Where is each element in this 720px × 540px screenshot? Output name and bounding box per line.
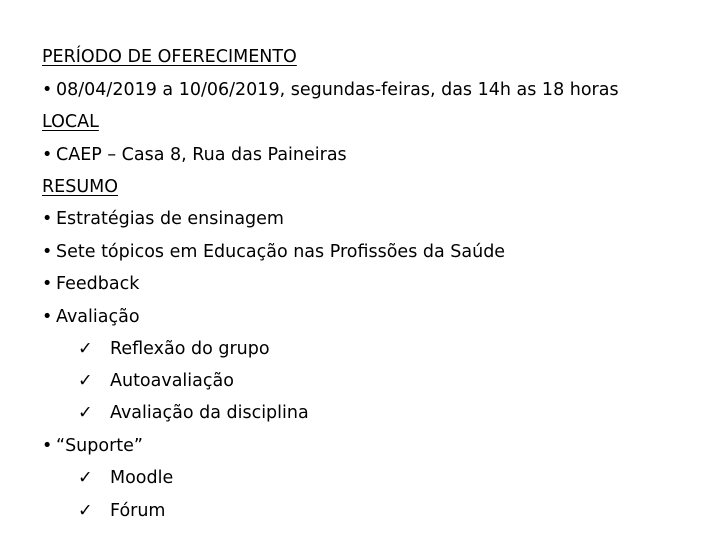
sub-item-text: Reflexão do grupo — [110, 339, 270, 359]
list-item-periodo — [42, 79, 619, 101]
bullet-icon: • — [42, 80, 53, 100]
list-item-feedback — [42, 273, 139, 295]
heading-local: LOCAL — [42, 112, 99, 132]
sub-item-text: Avaliação da disciplina — [110, 403, 309, 423]
checkmark-icon: ✓ — [78, 403, 93, 423]
list-item-topicos — [42, 241, 505, 263]
bullet-icon: • — [42, 209, 53, 229]
bullet-icon: • — [42, 307, 53, 327]
sub-item-autoavaliacao — [78, 370, 234, 392]
list-item-text: “Suporte” — [56, 436, 143, 456]
bullet-icon: • — [42, 436, 53, 456]
checkmark-icon: ✓ — [78, 468, 93, 488]
sub-item-reflexao — [78, 338, 270, 360]
bullet-icon: • — [42, 274, 53, 294]
sub-item-moodle — [78, 467, 173, 489]
sub-item-text: Fórum — [110, 501, 166, 521]
list-item-text: Avaliação — [56, 307, 140, 327]
heading-resumo: RESUMO — [42, 177, 119, 197]
list-item-text: Feedback — [56, 274, 140, 294]
sub-item-text: Autoavaliação — [110, 371, 234, 391]
list-item-text: Sete tópicos em Educação nas Profissões da Saúde — [56, 242, 506, 262]
bullet-icon: • — [42, 145, 53, 165]
sub-item-avaliacao-disciplina — [78, 402, 309, 424]
checkmark-icon: ✓ — [78, 339, 93, 359]
bullet-icon: • — [42, 242, 53, 262]
list-item-avaliacao — [42, 306, 140, 328]
list-item-text: CAEP – Casa 8, Rua das Paineiras — [56, 145, 347, 165]
list-item-suporte — [42, 435, 143, 457]
list-item-text: 08/04/2019 a 10/06/2019, segundas-feiras, das 14h as 18 horas — [56, 80, 619, 100]
heading-periodo: PERÍODO DE OFERECIMENTO — [42, 47, 297, 67]
sub-item-forum — [78, 500, 165, 522]
list-item-local — [42, 144, 347, 166]
checkmark-icon: ✓ — [78, 501, 93, 521]
checkmark-icon: ✓ — [78, 371, 93, 391]
sub-item-text: Moodle — [110, 468, 174, 488]
list-item-estrategias — [42, 208, 284, 230]
list-item-text: Estratégias de ensinagem — [56, 209, 284, 229]
